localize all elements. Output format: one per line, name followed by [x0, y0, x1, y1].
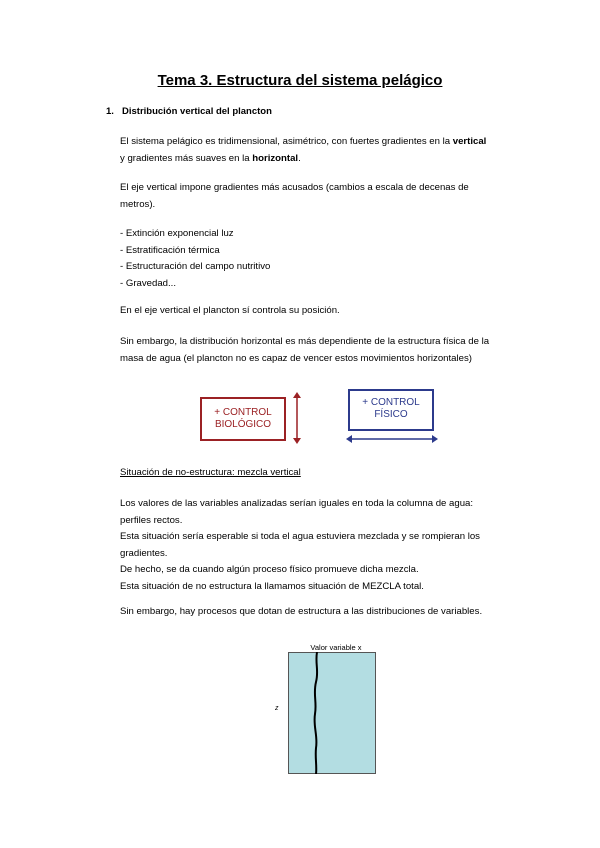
mixing-line: Esta situación de no estructura la llamamos situación de MEZCLA total. [120, 580, 424, 592]
vertical-arrow-icon [290, 392, 304, 444]
vertical-axis-line1: El eje vertical impone gradientes más acusados (cambios a escala de decenas de [120, 182, 469, 193]
intro-line1-text: El sistema pelágico es tridimensional, asimétrico, con fuertes gradientes en la [120, 136, 453, 147]
fis-line2: FÍSICO [374, 409, 408, 420]
bio-line2: BIOLÓGICO [214, 419, 272, 430]
intro-line2-text: y gradientes más suaves en la [120, 152, 253, 164]
fis-line1: + CONTROL [362, 397, 420, 408]
horizontal-line2: masa de agua (el plancton no es capaz de vencer estos movimientos horizontales) [120, 352, 472, 364]
section-number: 1. [106, 106, 114, 117]
mixing-line: Los valores de las variables analizadas serían iguales en toda la columna de agua: [120, 498, 474, 509]
paragraph-structure: Sin embargo, hay procesos que dotan de estructura a las distribuciones de variables. [120, 606, 483, 617]
horizontal-arrow-icon [346, 433, 438, 445]
horizontal-line1: Sin embargo, la distribución horizontal es más dependiente de la estructura física de la [120, 336, 490, 347]
paragraph-intro [120, 134, 486, 167]
list-item: - Extinción exponencial luz [120, 228, 234, 239]
paragraph-position-control: En el eje vertical el plancton sí controla su posición. [120, 305, 340, 316]
physical-control-box [348, 389, 434, 431]
intro-line2-bold: horizontal [252, 152, 299, 164]
bio-line1: + CONTROL [214, 407, 272, 418]
section-heading [106, 106, 272, 117]
intro-line1-bold: vertical [452, 136, 487, 147]
factor-list [120, 226, 270, 292]
paragraph-horizontal [120, 334, 489, 367]
subheading-mixing: Situación de no-estructura: mezcla vertical [120, 467, 301, 478]
list-item: - Estructuración del campo nutritivo [120, 261, 271, 272]
list-item: - Estratificación térmica [120, 244, 220, 256]
mixing-line: perfiles rectos. [120, 514, 183, 526]
section-title: Distribución vertical del plancton [122, 106, 272, 117]
mixing-line: De hecho, se da cuando algún proceso físico promueve dicha mezcla. [120, 564, 419, 575]
paragraph-vertical-axis [120, 180, 469, 213]
list-item: - Gravedad... [120, 277, 176, 289]
page-title: Tema 3. Estructura del sistema pelágico [157, 72, 443, 89]
vertical-profile-line [288, 652, 376, 774]
intro-line2-end: . [298, 152, 301, 164]
biological-control-box [200, 397, 286, 441]
figure-x-label: Valor variable x [310, 643, 362, 652]
vertical-axis-line2: metros). [120, 198, 156, 210]
mixing-line: Esta situación sería esperable si toda el agua estuviera mezclada y se rompieran los [120, 531, 480, 542]
mixing-line: gradientes. [120, 547, 168, 559]
figure-z-label: z [275, 705, 279, 712]
paragraph-mixing [120, 496, 480, 595]
